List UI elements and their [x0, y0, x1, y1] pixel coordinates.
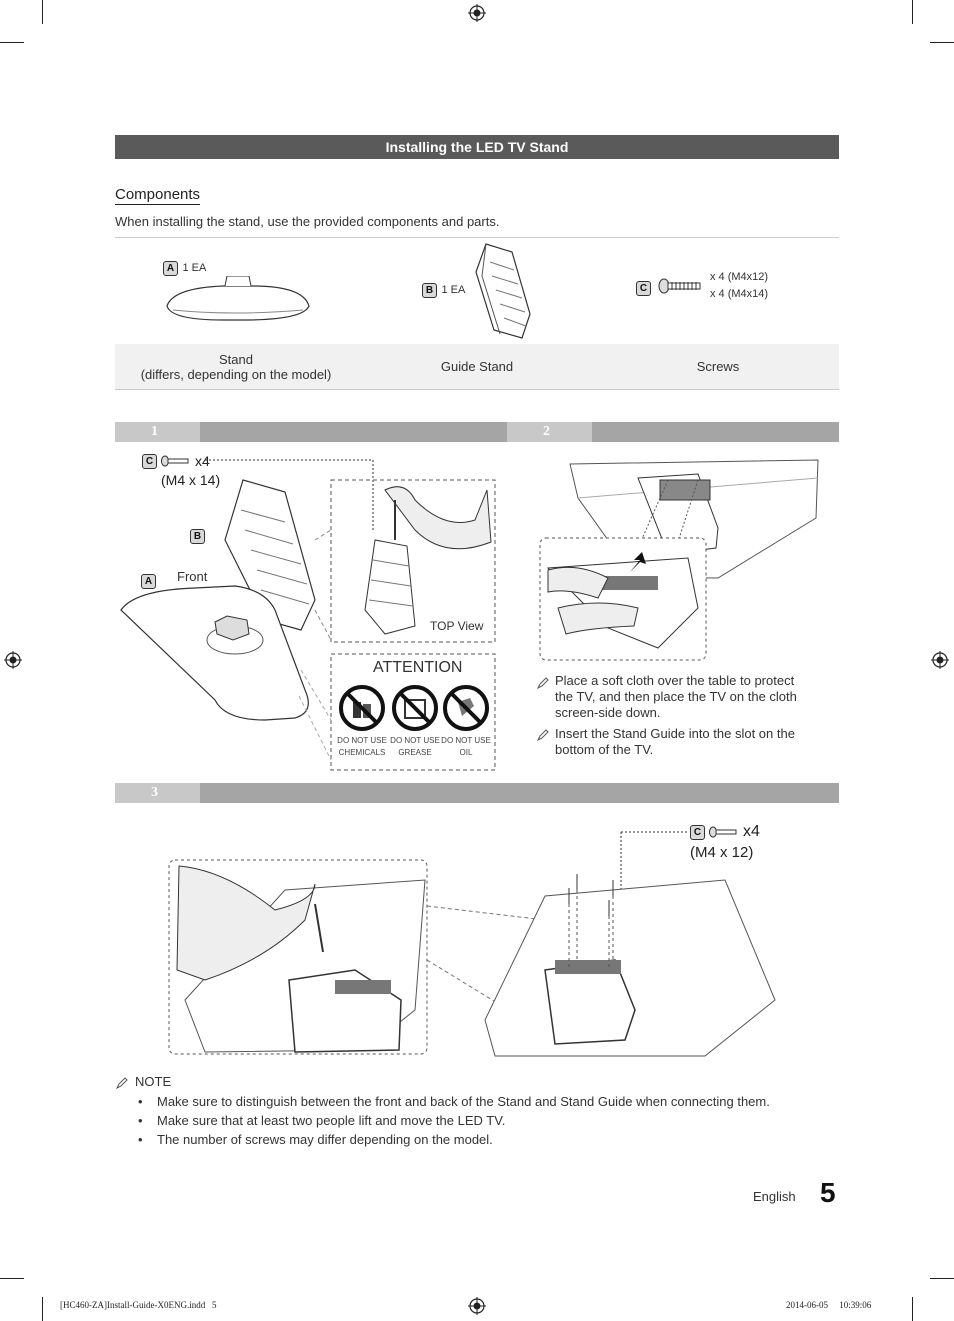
- component-a-label: [163, 258, 206, 276]
- note-bullet: •: [138, 1132, 143, 1147]
- step-2-illustration: [538, 458, 820, 662]
- step-1-bar: [115, 422, 507, 442]
- step-3-screw-count: x4: [743, 823, 760, 840]
- crop-mark: [912, 0, 913, 24]
- step-2-note-2: Insert the Stand Guide into the slot on the bottom of the TV.: [555, 726, 795, 757]
- registration-mark-icon: [468, 1297, 486, 1315]
- component-c-qty-m4x14: x 4 (M4x14): [710, 288, 769, 300]
- footer-file-info: [HC460-ZA]Install-Guide-X0ENG.indd 5: [60, 1300, 217, 1310]
- attention-item-oil: DO NOT USE OIL: [441, 736, 491, 757]
- step-1-screw-label: [142, 453, 210, 469]
- front-label: Front: [177, 569, 208, 584]
- attention-title: ATTENTION: [373, 659, 463, 676]
- oil-prohibited-icon: [442, 684, 490, 732]
- components-heading: Components: [115, 186, 201, 203]
- badge-a: A: [163, 261, 178, 276]
- note-heading: NOTE: [135, 1074, 172, 1089]
- step-3-number: 3: [115, 783, 200, 803]
- component-b-qty: 1 EA: [441, 284, 466, 296]
- section-title: Installing the LED TV Stand: [115, 135, 839, 159]
- pencil-note-icon: [537, 677, 549, 689]
- crop-mark: [930, 42, 954, 43]
- attention-item-chemicals: DO NOT USE CHEMICALS: [337, 736, 387, 757]
- step-3-bar: [115, 783, 839, 803]
- chemicals-prohibited-icon: [338, 684, 386, 732]
- registration-mark-icon: [931, 651, 949, 669]
- crop-mark: [912, 1297, 913, 1321]
- step-2-number: 2: [507, 422, 592, 442]
- note-item-3: The number of screws may differ depending on the model.: [157, 1132, 493, 1147]
- step-1-badge-b: B: [190, 526, 205, 544]
- screw-icon: [658, 278, 704, 294]
- caption-guide-stand: Guide Stand: [440, 359, 514, 374]
- component-a-qty: 1 EA: [182, 262, 207, 274]
- note-item-1: Make sure to distinguish between the front and back of the Stand and Stand Guide when connecting them.: [157, 1094, 770, 1109]
- footer-timestamp: 2014-06-05 10:39:06: [786, 1300, 872, 1310]
- crop-mark: [0, 1278, 24, 1279]
- caption-screws: Screws: [696, 359, 740, 374]
- screw-icon: [709, 826, 739, 838]
- pencil-note-icon: [537, 729, 549, 741]
- step-2-note-1: Place a soft cloth over the table to protect the TV, and then place the TV on the cloth screen-side down.: [555, 673, 797, 720]
- attention-item-grease: DO NOT USE GREASE: [390, 736, 440, 757]
- page-number: 5: [820, 1177, 836, 1208]
- note-bullet: •: [138, 1094, 143, 1109]
- step-1-screw-size: (M4 x 14): [161, 472, 221, 488]
- crop-mark: [930, 1278, 954, 1279]
- caption-stand: Stand (differs, depending on the model): [140, 351, 332, 382]
- step-1-badge-a: A: [141, 571, 156, 589]
- note-item-2: Make sure that at least two people lift and move the LED TV.: [157, 1113, 506, 1128]
- registration-mark-icon: [4, 651, 22, 669]
- component-b-label: [422, 280, 465, 298]
- crop-mark: [42, 1297, 43, 1321]
- component-c-label: [636, 278, 651, 296]
- guide-stand-illustration: [472, 242, 534, 340]
- footer-language: English: [753, 1189, 796, 1204]
- step-2-bar: [507, 422, 839, 442]
- crop-mark: [0, 42, 24, 43]
- component-captions: [115, 344, 839, 390]
- note-bullet: •: [138, 1113, 143, 1128]
- badge-b: B: [422, 283, 437, 298]
- badge-c-step1: C: [142, 454, 157, 469]
- component-c-qty-m4x12: x 4 (M4x12): [710, 271, 769, 283]
- crop-mark: [42, 0, 43, 24]
- registration-mark-icon: [468, 4, 486, 22]
- step-3-screw-size: (M4 x 12): [690, 844, 754, 861]
- components-intro: When installing the stand, use the provided components and parts.: [115, 214, 500, 229]
- pencil-note-icon: [116, 1077, 128, 1089]
- step-1-number: 1: [115, 422, 200, 442]
- divider: [115, 237, 839, 238]
- grease-prohibited-icon: [391, 684, 439, 732]
- badge-c: C: [636, 281, 651, 296]
- step-1-screw-count: x4: [195, 453, 210, 469]
- screw-icon: [161, 455, 191, 467]
- stand-base-illustration: [163, 276, 313, 324]
- top-view-label: TOP View: [430, 619, 484, 633]
- badge-c-step3: C: [690, 825, 705, 840]
- step-3-screw-label: [690, 823, 760, 841]
